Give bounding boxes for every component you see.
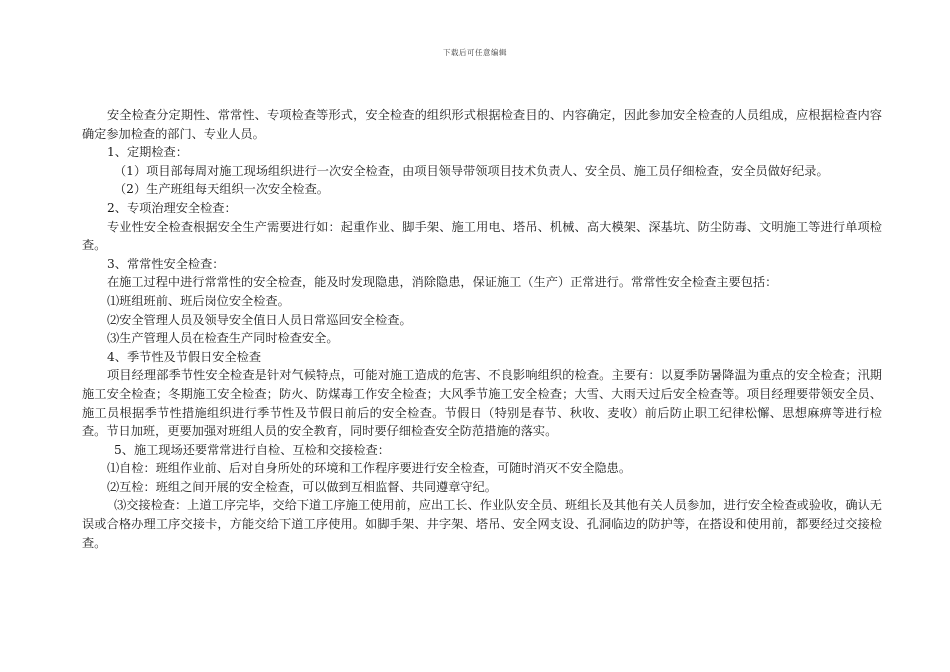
section-3-item-3: ⑶生产管理人员在检查生产同时检查安全。 — [107, 331, 339, 346]
section-1-item-1: （1）项目部每周对施工现场组织进行一次安全检查，由项目领导带领项目技术负责人、安全员、施工员仔细检查，安全员做好纪录。 — [114, 163, 829, 178]
section-4-paragraph: 项目经理部季节性安全检查是针对气候特点，可能对施工造成的危害、不良影响组织的检查。主要有：以夏季防暑降温为重点的安全检查；汛期施工安全检查；冬期施工安全检查；防火、防煤毒工作安全检查；大风季节施工安全检查；大雪、大雨天过后安全检查等。项目经理要带领安全员、施工员根据季节性措施组织进行季节性及节假日前后的安全检查。节假日（特别是春节、秋收、麦收）前后防止职工纪律松懈、思想麻痹等进行检查。节日加班，更要加强对班组人员的安全教育，同时要仔细检查安全防范措施的落实。 — [82, 368, 882, 439]
section-heading-3: 3、常常性安全检查： — [107, 256, 225, 271]
section-heading-1: 1、定期检查： — [107, 145, 188, 160]
section-5-item-2: ⑵互检：班组之间开展的安全检查，可以做到互相监督、共同遵章守纪。 — [107, 479, 497, 494]
section-heading-5: 5、施工现场还要常常进行自检、互检和交接检查： — [114, 442, 390, 457]
section-1-item-2: （2）生产班组每天组织一次安全检查。 — [114, 182, 329, 197]
document-body — [82, 106, 882, 552]
intro-paragraph: 安全检查分定期性、常常性、专项检查等形式，安全检查的组织形式根据检查目的、内容确定，因此参加安全检查的人员组成，应根据检查内容确定参加检查的部门、专业人员。 — [82, 108, 882, 141]
page-header: 下载后可任意编辑 — [443, 48, 507, 57]
section-heading-4: 4、季节性及节假日安全检查 — [107, 349, 262, 364]
section-3-paragraph: 在施工过程中进行常常性的安全检查，能及时发现隐患，消除隐患，保证施工（生产）正常进行。常常性安全检查主要包括： — [107, 275, 778, 290]
section-3-item-2: ⑵安全管理人员及领导安全值日人员日常巡回安全检查。 — [107, 312, 412, 327]
section-3-item-1: ⑴班组班前、班后岗位安全检查。 — [107, 293, 290, 308]
section-5-item-1: ⑴自检：班组作业前、后对自身所处的环境和工作程序要进行安全检查，可随时消灭不安全隐患。 — [107, 461, 632, 476]
section-2-paragraph: 专业性安全检查根据安全生产需要进行如：起重作业、脚手架、施工用电、塔吊、机械、高大模架、深基坑、防尘防毒、文明施工等进行单项检查。 — [82, 219, 882, 253]
section-heading-2: 2、专项治理安全检查： — [107, 200, 237, 215]
section-5-item-3: ⑶交接检查：上道工序完毕，交给下道工序施工使用前，应出工长、作业队安全员、班组长及其他有关人员参加，进行安全检查或验收，确认无误或合格办理工序交接卡，方能交给下道工序使用。如脚手架、井字架、塔吊、安全网支设、孔洞临边的防护等，在搭设和使用前，都要经过交接检查。 — [82, 498, 882, 550]
